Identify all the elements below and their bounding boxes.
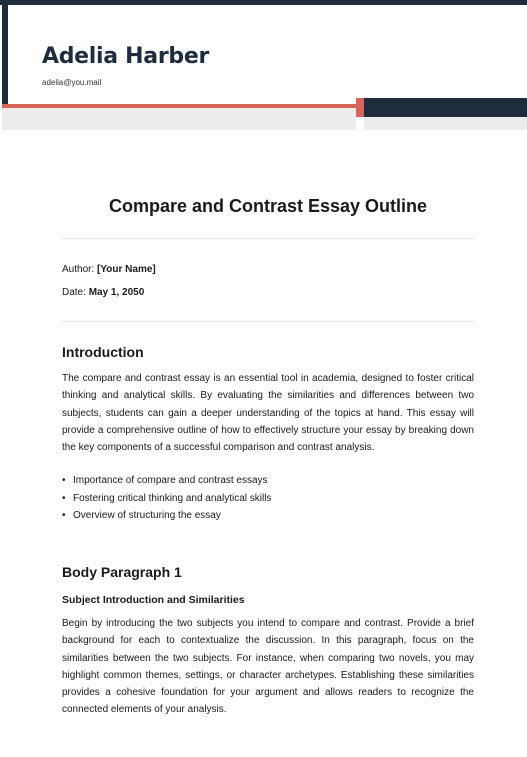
header-accent-marker [356,98,364,117]
bullet-icon: • [62,475,66,487]
header-navy-block [364,98,527,117]
list-item: • Importance of compare and contrast essays [62,472,474,490]
list-item: • Overview of structuring the essay [62,507,474,525]
bullet-icon: • [62,492,66,504]
meta-divider [62,321,474,322]
date-line [62,286,474,299]
body-paragraph-1-heading: Body Paragraph 1 [62,563,182,580]
document-title: Compare and Contrast Essay Outline [108,196,428,216]
introduction-heading: Introduction [62,344,144,360]
body-paragraph-1-subheading: Subject Introduction and Similarities [62,593,245,606]
author-name: Adelia Harber [42,44,210,69]
bullet-icon: • [62,510,66,522]
author-email: adelia@you.mail [42,78,102,87]
author-value: [Your Name] [97,264,156,275]
title-divider [62,238,474,239]
document-body [62,196,474,719]
header-gray-band [2,108,356,130]
date-label: Date: [62,287,86,298]
author-line [62,263,474,276]
introduction-paragraph: The compare and contrast essay is an essential tool in academia, designed to foster critical thinking and analytical skills. By evaluating the similarities and differences between two subjects, students can gain a deeper understanding of the topics at hand. This essay will provide a comprehensive outline of how to effectively structure your essay by breaking down the key components of a successful comparison and contrast analysis. [62,373,474,454]
date-value: May 1, 2050 [88,287,145,298]
header-gray-band-right [364,117,527,130]
list-item: • Fostering critical thinking and analytical skills [62,490,474,508]
introduction-bullet-list [62,472,474,525]
author-label: Author: [62,264,95,275]
body-paragraph-1-text: Begin by introducing the two subjects you intend to compare and contrast. Provide a brief background for each to contextualize the discussion. In this paragraph, focus on the similarities between the two subjects. For instance, when comparing two novels, you may highlight common themes, settings, or character archetypes. Establishing these similarities provides a cohesive foundation for your argument and allows readers to recognize the connected elements of your analysis. [62,617,474,716]
letterhead [2,5,527,105]
